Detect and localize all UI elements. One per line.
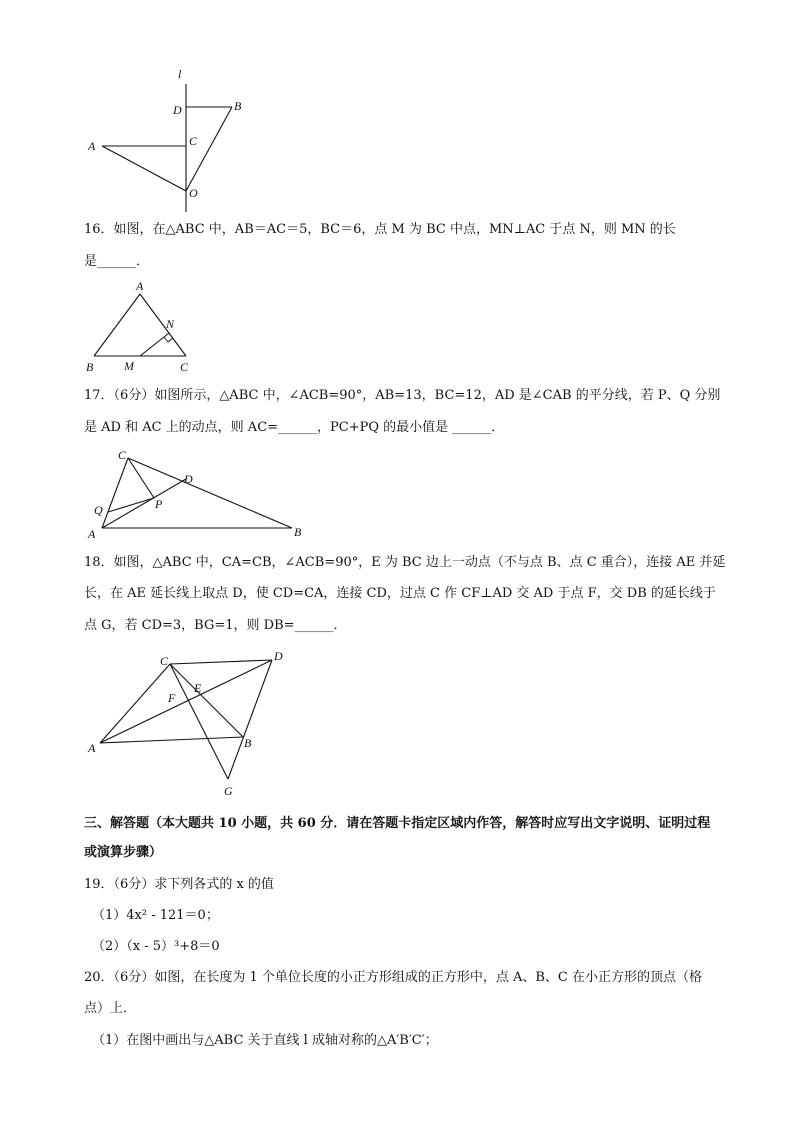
- label-Q: Q: [94, 503, 103, 517]
- label-B: B: [294, 525, 302, 539]
- q17-line1: 17．（6分）如图所示，△ABC 中，∠ACB=90°，AB=13，BC=12，AD 是∠CAB 的平分线，若 P、Q 分别: [84, 388, 721, 403]
- figure-q15: [80, 64, 260, 214]
- label-C: C: [118, 448, 127, 462]
- section3-line2: 或演算步骤）: [84, 845, 163, 860]
- q19-part2: （2）（x - 5）³+8＝0: [92, 939, 220, 954]
- q16-line2: 是______．: [84, 254, 150, 269]
- figure-q17: [80, 445, 320, 545]
- q19-part1: （1）4x² - 121＝0；: [92, 908, 219, 923]
- label-P: P: [155, 497, 163, 511]
- label-F: F: [168, 691, 176, 705]
- q20-line1: 20．（6分）如图，在长度为 1 个单位长度的小正方形组成的正方形中，点 A、B、C 在小正方形的顶点（格: [84, 970, 703, 985]
- label-D: D: [184, 472, 193, 486]
- label-E: E: [194, 681, 202, 695]
- label-l: l: [178, 67, 182, 81]
- q17-line2: 是 AD 和 AC 上的动点，则 AC=______，PC+PQ 的最小值是 ______．: [84, 420, 505, 435]
- label-A: A: [136, 279, 144, 293]
- label-B: B: [244, 736, 252, 750]
- label-D: D: [173, 103, 182, 117]
- label-C: C: [189, 134, 198, 148]
- q16-line1: 16．如图，在△ABC 中，AB＝AC＝5，BC＝6，点 M 为 BC 中点，MN⊥AC 于点 N，则 MN 的长: [84, 222, 676, 237]
- q18-line1: 18．如图，△ABC 中，CA=CB，∠ACB=90°，E 为 BC 边上一动点（不与点 B、点 C 重合），连接 AE 并延: [84, 555, 726, 570]
- section3-line1: 三、解答题（本大题共 10 小题，共 60 分．请在答题卡指定区域内作答，解答时应写出文字说明、证明过程: [84, 816, 711, 831]
- label-A: A: [88, 741, 96, 755]
- figure-q16: [80, 278, 210, 378]
- label-O: O: [189, 186, 198, 200]
- label-M: M: [124, 359, 134, 373]
- label-B: B: [86, 360, 94, 374]
- label-B: B: [234, 99, 242, 113]
- label-C: C: [180, 360, 189, 374]
- label-A: A: [88, 139, 96, 153]
- label-G: G: [224, 784, 233, 798]
- q20-line2: 点）上．: [84, 1001, 137, 1016]
- figure-q18: [80, 646, 310, 801]
- q18-line2: 长，在 AE 延长线上取点 D，使 CD=CA，连接 CD，过点 C 作 CF⊥AD 交 AD 于点 F，交 DB 的延长线于: [84, 586, 716, 601]
- label-N: N: [166, 317, 175, 331]
- label-A: A: [88, 527, 96, 541]
- q19-title: 19．（6分）求下列各式的 x 的值: [84, 877, 274, 892]
- label-D: D: [274, 649, 283, 663]
- label-C: C: [160, 654, 169, 668]
- q18-line3: 点 G，若 CD=3，BG=1，则 DB=______．: [84, 618, 347, 633]
- q20-part1: （1）在图中画出与△ABC 关于直线 l 成轴对称的△A′B′C′；: [92, 1033, 438, 1048]
